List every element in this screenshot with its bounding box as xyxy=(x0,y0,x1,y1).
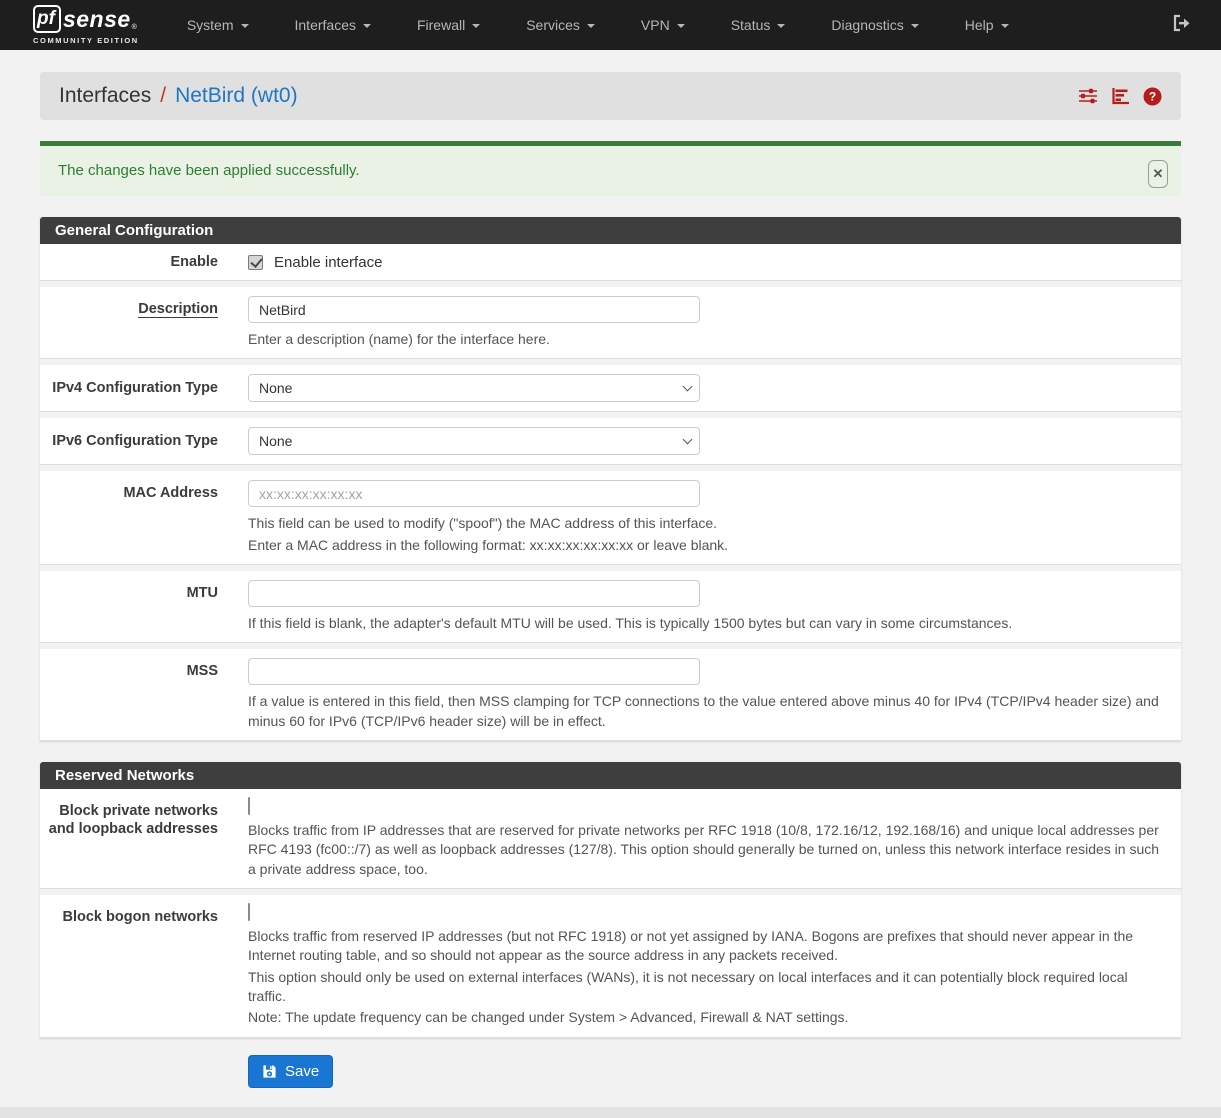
enable-label: Enable xyxy=(170,254,218,270)
alert-message: The changes have been applied successfully. xyxy=(58,162,360,179)
block-private-row xyxy=(40,789,1181,889)
top-navbar xyxy=(0,0,1221,50)
breadcrumb-separator: / xyxy=(160,84,167,107)
block-bogon-help-2: This option should only be used on external interfaces (WANs), it is not necessary on local interfaces and it can potentially block required local traffic. xyxy=(248,968,1128,1004)
mtu-input[interactable] xyxy=(248,580,700,607)
nav-item-firewall[interactable] xyxy=(417,17,480,33)
floppy-icon xyxy=(262,1064,277,1079)
ipv6-config-select[interactable] xyxy=(248,427,700,455)
mtu-label: MTU xyxy=(186,585,218,602)
nav-item-label: Firewall xyxy=(416,17,466,33)
block-bogon-checkbox[interactable] xyxy=(248,903,250,921)
general-configuration-panel xyxy=(40,217,1181,741)
enable-interface-checkbox-label[interactable]: Enable interface xyxy=(274,253,383,271)
sliders-icon[interactable] xyxy=(1078,87,1098,105)
breadcrumb-section[interactable]: Interfaces xyxy=(59,84,152,107)
logo-sense: sense xyxy=(62,5,131,32)
nav-menu xyxy=(187,17,1009,33)
help-icon[interactable] xyxy=(1143,87,1162,106)
chevron-down-icon xyxy=(677,24,685,28)
chart-bars-icon[interactable] xyxy=(1111,87,1130,105)
panel-title: General Configuration xyxy=(40,217,1181,244)
block-private-help: Blocks traffic from IP addresses that are reserved for private networks per RFC 1918 (10/8, 172.16/12, 192.168/16) and unique local addresses per RFC 4193 (fc00::/7) as well as loopback addresses (127/8). This option should generally be turned on, unless this network interface resides in such a private address space, too. xyxy=(248,822,1160,877)
chevron-down-icon xyxy=(1001,24,1009,28)
chevron-down-icon xyxy=(777,24,785,28)
mtu-help: If this field is blank, the adapter's default MTU will be used. This is typically 1500 bytes but can vary in some circumstances. xyxy=(248,615,1013,632)
block-bogon-label: Block bogon networks xyxy=(62,908,218,925)
save-button-label: Save xyxy=(285,1062,320,1080)
mss-row xyxy=(40,649,1181,741)
mac-address-help-2: Enter a MAC address in the following format: xx:xx:xx:xx:xx:xx or leave blank. xyxy=(248,536,729,553)
logo-pf: pf xyxy=(33,5,61,33)
nav-item-label: System xyxy=(186,17,234,33)
chevron-down-icon xyxy=(241,24,249,28)
chevron-down-icon xyxy=(587,24,595,28)
description-label: Description xyxy=(138,301,218,318)
enable-row xyxy=(40,244,1181,281)
ipv6-config-label: IPv6 Configuration Type xyxy=(52,433,218,450)
nav-item-label: Status xyxy=(730,17,771,33)
block-private-checkbox[interactable] xyxy=(248,797,250,815)
chevron-down-icon xyxy=(472,24,480,28)
block-bogon-help-1: Blocks traffic from reserved IP addresses (but not RFC 1918) or not yet assigned by IANA. Bogons are prefixes that should never appear in the Internet routing table, and so should not appear as the source address in any packets received. xyxy=(248,927,1134,964)
ipv4-config-select[interactable] xyxy=(248,374,700,402)
mac-address-row xyxy=(40,471,1181,565)
ipv4-config-row xyxy=(40,365,1181,412)
reserved-networks-panel xyxy=(40,762,1181,1038)
pfsense-logo[interactable] xyxy=(33,5,139,45)
nav-item-vpn[interactable] xyxy=(641,17,685,33)
close-icon[interactable]: ✕ xyxy=(1148,160,1168,188)
description-input[interactable] xyxy=(248,296,700,323)
mss-input[interactable] xyxy=(248,658,700,685)
description-row xyxy=(40,287,1181,359)
nav-item-label: VPN xyxy=(640,17,670,33)
success-alert xyxy=(40,141,1181,196)
mss-help: If a value is entered in this field, then MSS clamping for TCP connections to the value entered above minus 40 for IPv4 (TCP/IPv4 header size) and minus 60 for IPv6 (TCP/IPv6 header size) will be in effect. xyxy=(248,693,1159,729)
logo-registered-mark: ® xyxy=(131,24,137,31)
mtu-row xyxy=(40,571,1181,643)
sign-out-icon[interactable] xyxy=(1171,14,1191,37)
nav-item-status[interactable] xyxy=(731,17,786,33)
nav-item-interfaces[interactable] xyxy=(295,17,371,33)
ipv6-config-value: None xyxy=(259,433,293,450)
chevron-down-icon xyxy=(911,24,919,28)
svg-text:?: ? xyxy=(1148,89,1157,104)
block-private-label: Block private networks and loopback addresses xyxy=(48,803,218,838)
ipv4-config-value: None xyxy=(259,380,293,397)
panel-title: Reserved Networks xyxy=(40,762,1181,789)
nav-item-label: Services xyxy=(526,17,580,33)
block-bogon-help-3: Note: The update frequency can be changed under System > Advanced, Firewall & NAT settings. xyxy=(248,1009,849,1026)
mac-address-input[interactable] xyxy=(248,480,700,507)
nav-item-label: Diagnostics xyxy=(831,17,904,33)
page-header-bar xyxy=(40,72,1181,120)
save-button[interactable] xyxy=(248,1055,333,1088)
nav-item-label: Interfaces xyxy=(294,17,356,33)
chevron-down-icon xyxy=(363,24,371,28)
breadcrumb-page[interactable]: NetBird (wt0) xyxy=(175,84,298,107)
mss-label: MSS xyxy=(186,663,218,680)
enable-interface-checkbox[interactable] xyxy=(248,255,263,270)
nav-item-diagnostics[interactable] xyxy=(831,17,918,33)
nav-item-label: Help xyxy=(964,17,994,33)
nav-item-services[interactable] xyxy=(526,17,595,33)
mac-address-label: MAC Address xyxy=(123,485,218,502)
nav-item-help[interactable] xyxy=(965,17,1009,33)
ipv6-config-row xyxy=(40,418,1181,465)
block-bogon-row xyxy=(40,895,1181,1038)
description-help: Enter a description (name) for the interface here. xyxy=(248,331,550,348)
mac-address-help-1: This field can be used to modify ("spoof") the MAC address of this interface. xyxy=(248,515,718,532)
logo-tagline: COMMUNITY EDITION xyxy=(33,36,139,45)
nav-item-system[interactable] xyxy=(187,17,249,33)
ipv4-config-label: IPv4 Configuration Type xyxy=(52,380,218,397)
page-footer-strip xyxy=(0,1107,1221,1118)
